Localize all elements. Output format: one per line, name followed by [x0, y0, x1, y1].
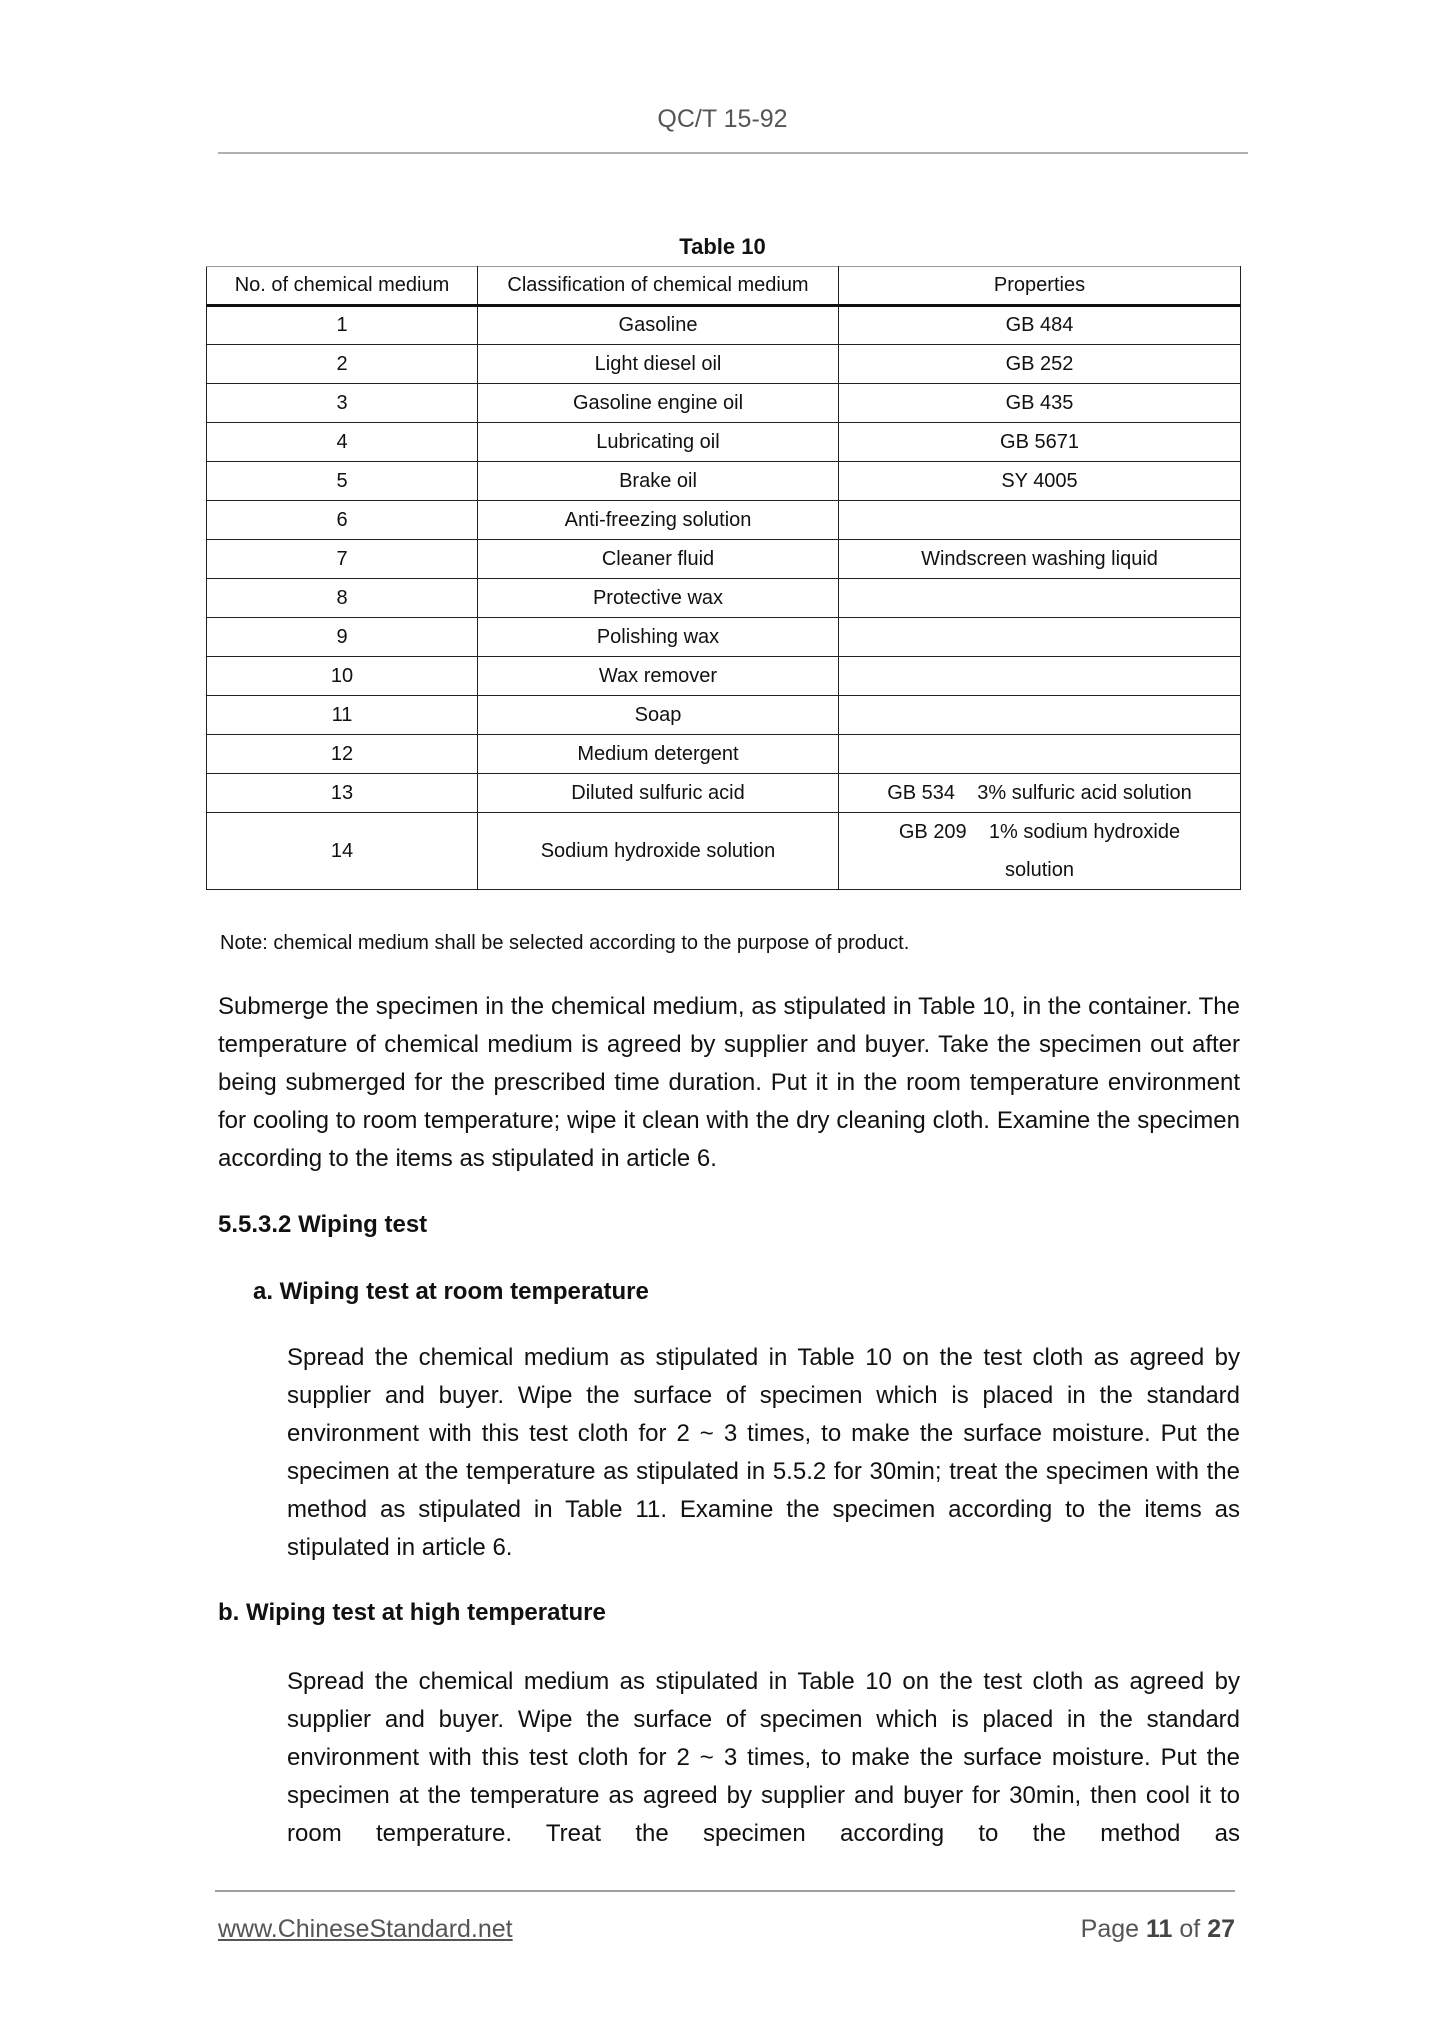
cell-classification: Gasoline — [478, 306, 839, 345]
page-indicator — [1081, 1914, 1235, 1944]
cell-number: 1 — [207, 306, 478, 345]
table-row — [207, 618, 1241, 657]
cell-classification: Gasoline engine oil — [478, 384, 839, 423]
table-header-row — [207, 267, 1241, 306]
table-row — [207, 306, 1241, 345]
cell-number: 5 — [207, 462, 478, 501]
subsection-heading-high-temperature: b. Wiping test at high temperature — [218, 1599, 606, 1626]
immersion-test-paragraph: Submerge the specimen in the chemical medium, as stipulated in Table 10, in the container. The temperature of chemical medium is agreed by supplier and buyer. Take the specimen out after being submerged for the prescribed time duration. Put it in the room temperature environment for cooling to room temperature; wipe it clean with the dry cleaning cloth. Examine the specimen according to the items as stipulated in article 6. — [218, 993, 1240, 1172]
cell-classification: Medium detergent — [478, 735, 839, 774]
cell-number: 8 — [207, 579, 478, 618]
cell-properties: GB 5671 — [839, 423, 1241, 462]
cell-number: 4 — [207, 423, 478, 462]
cell-classification: Wax remover — [478, 657, 839, 696]
subsection-heading-room-temperature: a. Wiping test at room temperature — [253, 1278, 649, 1305]
cell-properties: GB 534 3% sulfuric acid solution — [839, 774, 1241, 813]
cell-classification: Diluted sulfuric acid — [478, 774, 839, 813]
section-heading-wiping-test: 5.5.3.2 Wiping test — [218, 1211, 428, 1238]
cell-properties: Windscreen washing liquid — [839, 540, 1241, 579]
cell-properties: GB 484 — [839, 306, 1241, 345]
cell-classification: Light diesel oil — [478, 345, 839, 384]
cell-number: 6 — [207, 501, 478, 540]
table-row — [207, 501, 1241, 540]
cell-number: 10 — [207, 657, 478, 696]
cell-number: 7 — [207, 540, 478, 579]
table-row — [207, 813, 1241, 890]
table-title: Table 10 — [679, 234, 766, 259]
cell-classification: Polishing wax — [478, 618, 839, 657]
cell-classification: Lubricating oil — [478, 423, 839, 462]
cell-classification: Cleaner fluid — [478, 540, 839, 579]
cell-properties: GB 209 1% sodium hydroxide solution — [839, 813, 1241, 890]
cell-classification: Brake oil — [478, 462, 839, 501]
table-row — [207, 579, 1241, 618]
cell-classification: Protective wax — [478, 579, 839, 618]
cell-number: 2 — [207, 345, 478, 384]
cell-classification: Anti-freezing solution — [478, 501, 839, 540]
document-id-header: QC/T 15-92 — [657, 105, 788, 133]
cell-properties — [839, 657, 1241, 696]
cell-number: 9 — [207, 618, 478, 657]
column-header-classification: Classification of chemical medium — [478, 267, 839, 306]
page-total: 27 — [1207, 1915, 1235, 1943]
page-prefix: Page — [1080, 1915, 1140, 1943]
table-row — [207, 657, 1241, 696]
header-divider — [218, 152, 1248, 154]
table-row — [207, 735, 1241, 774]
page-current: 11 — [1145, 1915, 1173, 1943]
cell-number: 11 — [207, 696, 478, 735]
room-temperature-paragraph: Spread the chemical medium as stipulated in Table 10 on the test cloth as agreed by supplier and buyer. Wipe the surface of specimen which is placed in the standard environment with this test cloth for 2 ~ 3 times, to make the surface moisture. Put the specimen at the temperature as stipulated in 5.5.2 for 30min; treat the specimen with the method as stipulated in Table 11. Examine the specimen according to the items as stipulated in article 6. — [287, 1344, 1240, 1561]
table-row — [207, 384, 1241, 423]
table-row — [207, 462, 1241, 501]
cell-properties — [839, 735, 1241, 774]
table-note: Note: chemical medium shall be selected according to the purpose of product. — [220, 932, 910, 954]
table-row — [207, 774, 1241, 813]
cell-properties: SY 4005 — [839, 462, 1241, 501]
table-row — [207, 345, 1241, 384]
high-temperature-paragraph: Spread the chemical medium as stipulated in Table 10 on the test cloth as agreed by supplier and buyer. Wipe the surface of specimen which is placed in the standard environment with this test cloth for 2 ~ 3 times, to make the surface moisture. Put the specimen at the temperature as agreed by supplier and buyer for 30min, then cool it to room temperature. Treat the specimen according to the method as — [287, 1668, 1240, 1847]
table-row — [207, 540, 1241, 579]
website-link[interactable]: www.ChineseStandard.net — [218, 1915, 513, 1943]
cell-properties — [839, 618, 1241, 657]
cell-properties — [839, 696, 1241, 735]
footer-divider — [215, 1890, 1235, 1892]
column-header-properties: Properties — [839, 267, 1241, 306]
cell-properties — [839, 579, 1241, 618]
cell-number: 14 — [207, 813, 478, 890]
cell-properties — [839, 501, 1241, 540]
page-of: of — [1179, 1915, 1201, 1943]
chemical-medium-table — [206, 266, 1241, 890]
cell-properties: GB 252 — [839, 345, 1241, 384]
cell-classification: Sodium hydroxide solution — [478, 813, 839, 890]
column-header-number: No. of chemical medium — [207, 267, 478, 306]
table-row — [207, 696, 1241, 735]
table-row — [207, 423, 1241, 462]
cell-properties: GB 435 — [839, 384, 1241, 423]
cell-number: 13 — [207, 774, 478, 813]
cell-classification: Soap — [478, 696, 839, 735]
cell-number: 3 — [207, 384, 478, 423]
cell-number: 12 — [207, 735, 478, 774]
